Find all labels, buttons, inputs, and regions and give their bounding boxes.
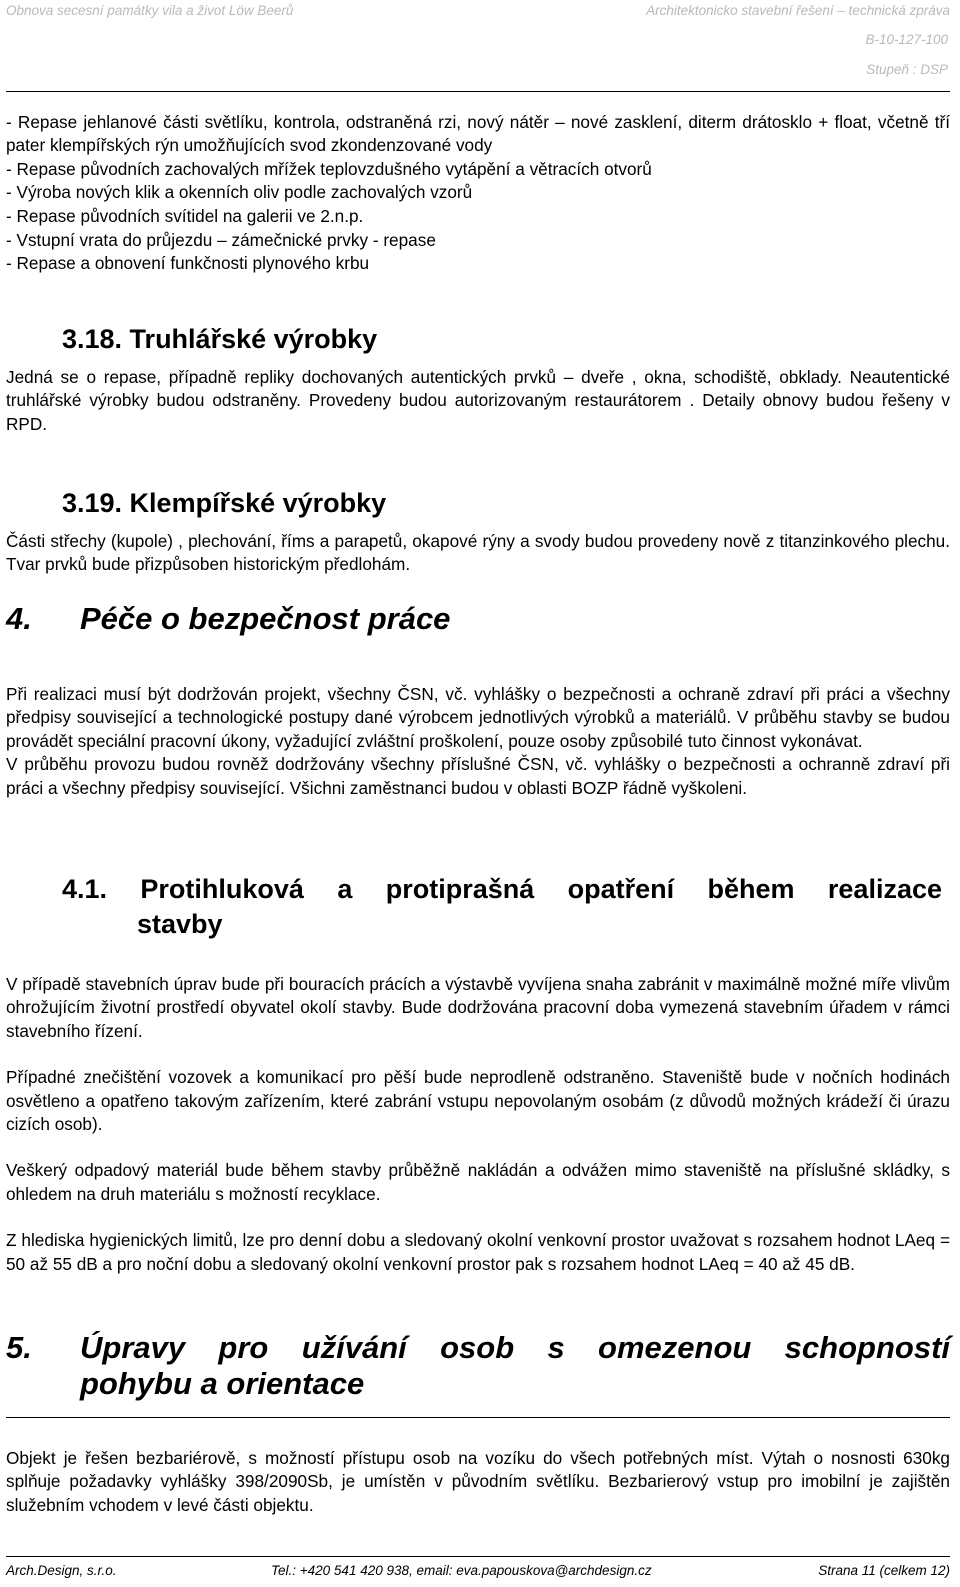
section-title — [80, 1330, 950, 1402]
list-item: - Repase původních zachovalých mřížek teplovzdušného vytápění a větracích otvorů — [6, 158, 652, 179]
paragraph: V průběhu provozu budou rovněž dodržovány všechny příslušné ČSN, vč. vyhlášky o bezpečnosti a ochranně zdraví při práci a všechny předpisy související. Všichni zaměstnanci budou v oblasti BOZP řádně vyškoleni. — [6, 754, 950, 798]
section-title-line: Úpravy pro užívání osob s omezenou schopností — [80, 1330, 950, 1365]
list-item: - Výroba nových klik a okenních oliv podle zachovalých vzorů — [6, 182, 473, 203]
section-text-5: Objekt je řešen bezbariérově, s možností přístupu osob na vozíku do všech potřebných míst. Výtah o nosnosti 630kg splňuje požadavky vyhlášky 398/2090Sb, je umístěn v původním světlíku. Bezbarierový vstup pro imobilní je zajištěn služebním vchodem v levé části objektu. — [6, 1448, 950, 1515]
section-heading-4 — [6, 601, 450, 637]
paragraph: Při realizaci musí být dodržován projekt, všechny ČSN, vč. vyhlášky o bezpečnosti a ochraně zdraví při práci a všechny předpisy související a technologické postupy dané výrobcem jednotlivých výrobků a materiálů. V průběhu stavby se budou provádět speciální pracovní úkony, vyžadující zvláštní proškolení, pouze osoby způsobilé tuto činnost vykonávat. — [6, 684, 950, 751]
footer-page-number: Strana 11 (celkem 12) — [818, 1563, 950, 1578]
header-divider — [6, 91, 950, 92]
section-body-4 — [6, 683, 950, 800]
section-text-3-18: Jedná se o repase, případně repliky dochovaných autentických prvků – dveře , okna, schodiště, obklady. Neautentické truhlářské výrobky budou odstraněny. Provedeny budou autorizovaným restaurátorem . Detaily obnovy budou řešeny v RPD. — [6, 367, 950, 434]
header-report-title: Architektonicko stavební řešení – technická zpráva — [646, 3, 950, 18]
section-heading-3-19: 3.19. Klempířské výrobky — [62, 488, 387, 518]
section-heading-4-1: 4.1. Protihluková a protiprašná opatření během realizace — [62, 874, 942, 904]
paragraph: Veškerý odpadový materiál bude během stavby průběžně nakládán a odvážen mimo staveniště na příslušné skládky, s ohledem na druh materiálu s možností recyklace. — [6, 1160, 950, 1204]
footer-company: Arch.Design, s.r.o. — [6, 1563, 117, 1578]
section-body-4-1 — [6, 973, 950, 1276]
section-title: Péče o bezpečnost práce — [80, 601, 451, 636]
list-item: - Repase původních svítidel na galerii ve 2.n.p. — [6, 206, 364, 226]
page-header — [6, 3, 950, 18]
header-stage: Stupeň : DSP — [866, 62, 948, 77]
paragraph: Případné znečištění vozovek a komunikací pro pěší bude neprodleně odstraněno. Staveniště bude v nočních hodinách osvětleno a opatřeno takovým zařízením, které zabrání vstupu nepovolaným osobám (z důvodů možných krádeží či úrazu cizích osob). — [6, 1067, 950, 1135]
repair-list — [6, 111, 950, 276]
paragraph: V případě stavebních úprav bude při bouracích prácích a výstavbě vyvíjena snaha zabránit v maximálně možné míře vlivům ohrožujícím životní prostředí obyvatel okolí stavby. Bude dodržována pracovní doba vymezená stavebním úřadem v rámci stavebního řízení. — [6, 974, 950, 1041]
footer-divider — [6, 1556, 950, 1557]
section-number: 5. — [6, 1330, 32, 1365]
header-doc-number: B-10-127-100 — [865, 32, 948, 47]
section-heading-3-18: 3.18. Truhlářské výrobky — [62, 324, 378, 354]
section-heading-5 — [6, 1330, 950, 1402]
section-heading-4-1-cont: stavby — [137, 909, 223, 939]
list-item: - Repase a obnovení funkčnosti plynového krbu — [6, 253, 370, 274]
section-text-3-19: Části střechy (kupole) , plechování, říms a parapetů, okapové rýny a svody budou provedeny nově z titanzinkového plechu. Tvar prvků bude přizpůsoben historickým předlohám. — [6, 531, 950, 575]
list-item: - Vstupní vrata do průjezdu – zámečnické prvky - repase — [6, 229, 436, 250]
section-title-line: pohybu a orientace — [80, 1366, 365, 1401]
footer-contact: Tel.: +420 541 420 938, email: eva.papouskova@archdesign.cz — [271, 1563, 652, 1578]
list-item: - Repase jehlanové části světlíku, kontrola, odstraněná rzi, nový nátěr – nové zasklení, diterm drátosklo + float, včetně tří pater klempířských rýn umožňujících svod zkondenzované vody — [6, 112, 950, 156]
section-divider — [6, 1417, 950, 1418]
paragraph: Z hlediska hygienických limitů, lze pro denní dobu a sledovaný okolní venkovní prostor uvažovat s rozsahem hodnot LAeq = 50 až 55 dB a pro noční dobu a sledovaný okolní venkovní prostor pak s rozsahem hodnot LAeq = 40 až 45 dB. — [6, 1230, 950, 1274]
section-number: 4. — [6, 601, 32, 636]
header-project-title: Obnova secesní památky vila a život Löw Beerů — [6, 3, 294, 18]
